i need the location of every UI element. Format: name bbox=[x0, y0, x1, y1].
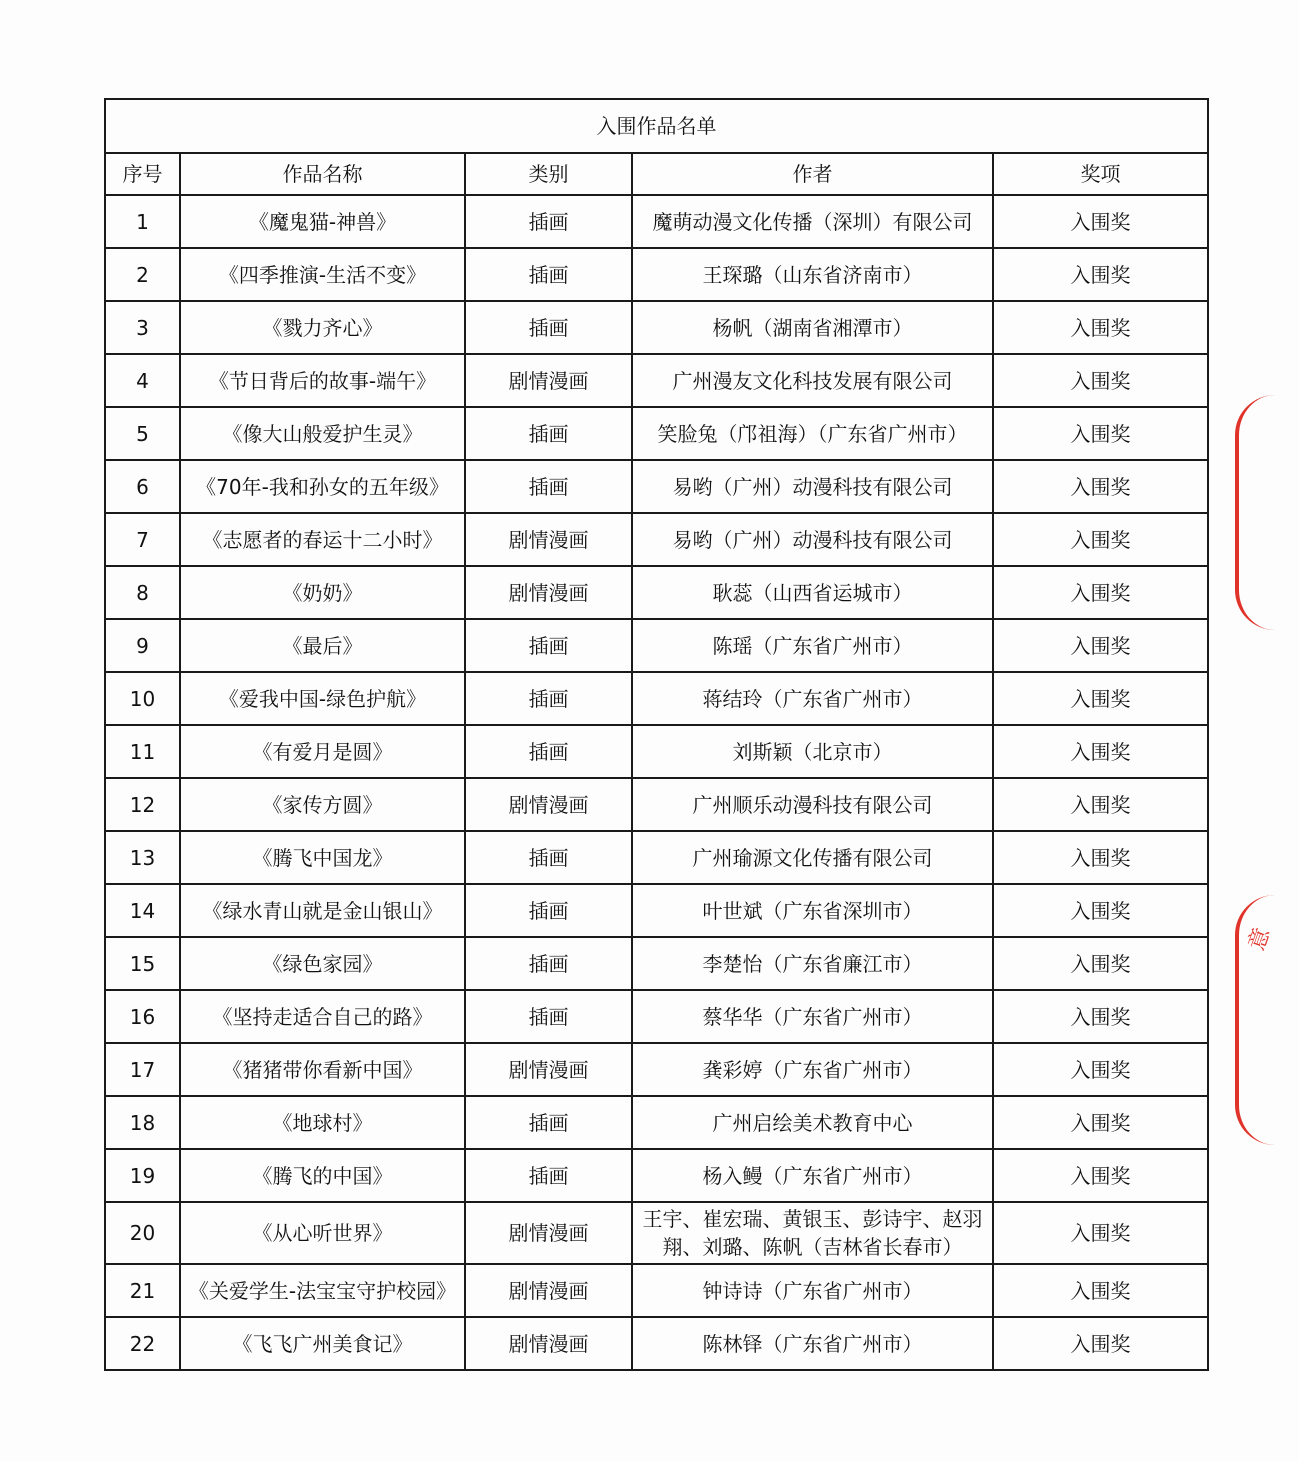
table-row bbox=[105, 884, 1208, 937]
table-row bbox=[105, 195, 1208, 248]
cell-author: 陈瑶（广东省广州市） bbox=[632, 619, 993, 672]
cell-award: 入围奖 bbox=[993, 884, 1208, 937]
cell-category: 插画 bbox=[465, 884, 632, 937]
table-row bbox=[105, 354, 1208, 407]
table-row bbox=[105, 407, 1208, 460]
cell-category: 插画 bbox=[465, 1149, 632, 1202]
cell-author: 广州启绘美术教育中心 bbox=[632, 1096, 993, 1149]
cell-author: 笑脸兔（邝祖海）（广东省广州市） bbox=[632, 407, 993, 460]
cell-author bbox=[632, 1202, 993, 1264]
table-row bbox=[105, 513, 1208, 566]
table-row bbox=[105, 566, 1208, 619]
table-row bbox=[105, 990, 1208, 1043]
cell-work: 《最后》 bbox=[180, 619, 465, 672]
cell-award: 入围奖 bbox=[993, 460, 1208, 513]
table-row bbox=[105, 1043, 1208, 1096]
cell-author: 广州瑜源文化传播有限公司 bbox=[632, 831, 993, 884]
table-row bbox=[105, 248, 1208, 301]
cell-author-line: 王宇、崔宏瑞、黄银玉、彭诗宇、赵羽 bbox=[642, 1207, 983, 1231]
cell-award: 入围奖 bbox=[993, 566, 1208, 619]
cell-index: 20 bbox=[105, 1202, 180, 1264]
cell-author: 杨入鳗（广东省广州市） bbox=[632, 1149, 993, 1202]
table-row bbox=[105, 301, 1208, 354]
cell-award: 入围奖 bbox=[993, 1096, 1208, 1149]
cell-index: 6 bbox=[105, 460, 180, 513]
cell-award: 入围奖 bbox=[993, 672, 1208, 725]
cell-index: 19 bbox=[105, 1149, 180, 1202]
cell-work: 《腾飞中国龙》 bbox=[180, 831, 465, 884]
cell-index: 14 bbox=[105, 884, 180, 937]
cell-category: 插画 bbox=[465, 407, 632, 460]
cell-award: 入围奖 bbox=[993, 1202, 1208, 1264]
header-index: 序号 bbox=[105, 153, 180, 195]
cell-category: 插画 bbox=[465, 725, 632, 778]
cell-category: 剧情漫画 bbox=[465, 1317, 632, 1370]
cell-author: 魔萌动漫文化传播（深圳）有限公司 bbox=[632, 195, 993, 248]
cell-work: 《地球村》 bbox=[180, 1096, 465, 1149]
cell-award: 入围奖 bbox=[993, 248, 1208, 301]
cell-author: 李楚怡（广东省廉江市） bbox=[632, 937, 993, 990]
cell-author: 陈林铎（广东省广州市） bbox=[632, 1317, 993, 1370]
header-work: 作品名称 bbox=[180, 153, 465, 195]
table-header-row bbox=[105, 153, 1208, 195]
cell-index: 22 bbox=[105, 1317, 180, 1370]
cell-index: 15 bbox=[105, 937, 180, 990]
cell-category: 剧情漫画 bbox=[465, 1043, 632, 1096]
cell-category: 插画 bbox=[465, 831, 632, 884]
cell-category: 剧情漫画 bbox=[465, 778, 632, 831]
cell-work: 《节日背后的故事-端午》 bbox=[180, 354, 465, 407]
table-row bbox=[105, 1149, 1208, 1202]
cell-author: 广州顺乐动漫科技有限公司 bbox=[632, 778, 993, 831]
red-seal-stamp-top bbox=[1235, 395, 1299, 630]
cell-award: 入围奖 bbox=[993, 354, 1208, 407]
finalist-table bbox=[104, 98, 1209, 1371]
table-title-row bbox=[105, 99, 1208, 153]
cell-work: 《绿色家园》 bbox=[180, 937, 465, 990]
cell-index: 13 bbox=[105, 831, 180, 884]
cell-category: 插画 bbox=[465, 619, 632, 672]
table-title: 入围作品名单 bbox=[105, 99, 1208, 153]
cell-index: 10 bbox=[105, 672, 180, 725]
cell-index: 17 bbox=[105, 1043, 180, 1096]
cell-award: 入围奖 bbox=[993, 937, 1208, 990]
cell-index: 12 bbox=[105, 778, 180, 831]
cell-author: 蔡华华（广东省广州市） bbox=[632, 990, 993, 1043]
cell-category: 插画 bbox=[465, 460, 632, 513]
cell-category: 插画 bbox=[465, 248, 632, 301]
cell-index: 3 bbox=[105, 301, 180, 354]
cell-work: 《飞飞广州美食记》 bbox=[180, 1317, 465, 1370]
cell-author: 叶世斌（广东省深圳市） bbox=[632, 884, 993, 937]
cell-index: 2 bbox=[105, 248, 180, 301]
cell-index: 5 bbox=[105, 407, 180, 460]
cell-work: 《猪猪带你看新中国》 bbox=[180, 1043, 465, 1096]
cell-work: 《家传方圆》 bbox=[180, 778, 465, 831]
cell-work: 《关爱学生-法宝宝守护校园》 bbox=[180, 1264, 465, 1317]
table-row bbox=[105, 937, 1208, 990]
cell-author: 耿蕊（山西省运城市） bbox=[632, 566, 993, 619]
cell-award: 入围奖 bbox=[993, 1043, 1208, 1096]
cell-award: 入围奖 bbox=[993, 301, 1208, 354]
cell-work: 《爱我中国-绿色护航》 bbox=[180, 672, 465, 725]
cell-index: 16 bbox=[105, 990, 180, 1043]
cell-award: 入围奖 bbox=[993, 831, 1208, 884]
cell-category: 插画 bbox=[465, 195, 632, 248]
cell-award: 入围奖 bbox=[993, 513, 1208, 566]
cell-work: 《绿水青山就是金山银山》 bbox=[180, 884, 465, 937]
cell-award: 入围奖 bbox=[993, 1149, 1208, 1202]
seal-glyph: 意 bbox=[1244, 924, 1276, 954]
header-category: 类别 bbox=[465, 153, 632, 195]
cell-index: 4 bbox=[105, 354, 180, 407]
cell-award: 入围奖 bbox=[993, 990, 1208, 1043]
cell-award: 入围奖 bbox=[993, 1264, 1208, 1317]
cell-award: 入围奖 bbox=[993, 195, 1208, 248]
cell-work: 《腾飞的中国》 bbox=[180, 1149, 465, 1202]
cell-index: 18 bbox=[105, 1096, 180, 1149]
cell-work: 《从心听世界》 bbox=[180, 1202, 465, 1264]
cell-author-line: 翔、刘璐、陈帆（吉林省长春市） bbox=[662, 1235, 963, 1259]
table-row bbox=[105, 831, 1208, 884]
table-row bbox=[105, 1317, 1208, 1370]
cell-author: 蒋结玲（广东省广州市） bbox=[632, 672, 993, 725]
table-row bbox=[105, 1096, 1208, 1149]
cell-work: 《戮力齐心》 bbox=[180, 301, 465, 354]
cell-index: 9 bbox=[105, 619, 180, 672]
table-row bbox=[105, 1264, 1208, 1317]
cell-index: 7 bbox=[105, 513, 180, 566]
red-seal-stamp-bottom bbox=[1235, 895, 1299, 1145]
cell-award: 入围奖 bbox=[993, 407, 1208, 460]
cell-work: 《有爱月是圆》 bbox=[180, 725, 465, 778]
cell-work: 《奶奶》 bbox=[180, 566, 465, 619]
cell-work: 《四季推演-生活不变》 bbox=[180, 248, 465, 301]
cell-author: 易哟（广州）动漫科技有限公司 bbox=[632, 460, 993, 513]
cell-author: 杨帆（湖南省湘潭市） bbox=[632, 301, 993, 354]
table-row bbox=[105, 1202, 1208, 1264]
table-row bbox=[105, 619, 1208, 672]
cell-index: 21 bbox=[105, 1264, 180, 1317]
cell-work: 《坚持走适合自己的路》 bbox=[180, 990, 465, 1043]
cell-author: 广州漫友文化科技发展有限公司 bbox=[632, 354, 993, 407]
cell-category: 插画 bbox=[465, 672, 632, 725]
cell-category: 剧情漫画 bbox=[465, 513, 632, 566]
cell-category: 剧情漫画 bbox=[465, 354, 632, 407]
cell-author: 钟诗诗（广东省广州市） bbox=[632, 1264, 993, 1317]
cell-category: 插画 bbox=[465, 1096, 632, 1149]
cell-index: 8 bbox=[105, 566, 180, 619]
cell-work: 《70年-我和孙女的五年级》 bbox=[180, 460, 465, 513]
cell-author: 易哟（广州）动漫科技有限公司 bbox=[632, 513, 993, 566]
cell-author: 王琛璐（山东省济南市） bbox=[632, 248, 993, 301]
cell-award: 入围奖 bbox=[993, 619, 1208, 672]
table-row bbox=[105, 778, 1208, 831]
cell-author: 龚彩婷（广东省广州市） bbox=[632, 1043, 993, 1096]
cell-index: 1 bbox=[105, 195, 180, 248]
cell-award: 入围奖 bbox=[993, 725, 1208, 778]
table-row bbox=[105, 725, 1208, 778]
table-row bbox=[105, 460, 1208, 513]
cell-work: 《像大山般爱护生灵》 bbox=[180, 407, 465, 460]
cell-work: 《志愿者的春运十二小时》 bbox=[180, 513, 465, 566]
cell-category: 插画 bbox=[465, 937, 632, 990]
cell-work: 《魔鬼猫-神兽》 bbox=[180, 195, 465, 248]
cell-index: 11 bbox=[105, 725, 180, 778]
cell-author: 刘斯颖（北京市） bbox=[632, 725, 993, 778]
cell-category: 剧情漫画 bbox=[465, 1264, 632, 1317]
cell-award: 入围奖 bbox=[993, 778, 1208, 831]
cell-award: 入围奖 bbox=[993, 1317, 1208, 1370]
header-author: 作者 bbox=[632, 153, 993, 195]
table-row bbox=[105, 672, 1208, 725]
cell-category: 剧情漫画 bbox=[465, 566, 632, 619]
header-award: 奖项 bbox=[993, 153, 1208, 195]
cell-category: 剧情漫画 bbox=[465, 1202, 632, 1264]
cell-category: 插画 bbox=[465, 990, 632, 1043]
cell-category: 插画 bbox=[465, 301, 632, 354]
